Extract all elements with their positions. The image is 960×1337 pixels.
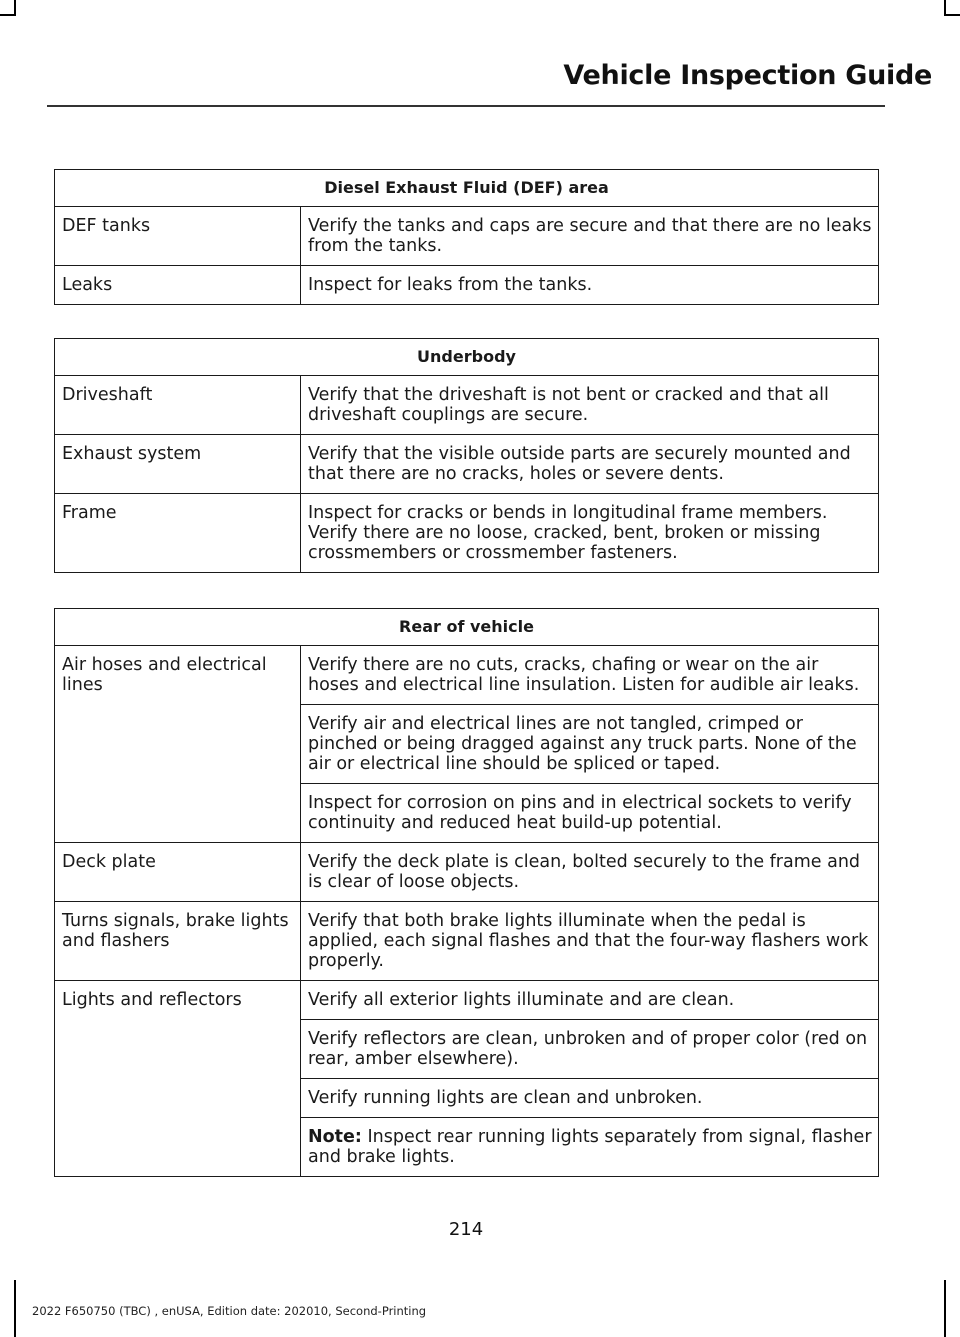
table-row [55,494,879,573]
check-cell: Verify running lights are clean and unbroken. [301,1079,879,1118]
check-cell: Inspect for cracks or bends in longitudinal frame members. Verify there are no loose, cracked, bent, broken or missing crossmembers or crossmember fasteners. [301,494,879,573]
check-cell: Verify there are no cuts, cracks, chafing or wear on the air hoses and electrical line insulation. Listen for audible air leaks. [301,646,879,705]
table-row [55,981,879,1020]
note-text: Inspect rear running lights separately from signal, flasher and brake lights. [308,1127,872,1167]
rear-of-vehicle-table [54,608,879,1177]
check-cell: Verify reflectors are clean, unbroken and of proper color (red on rear, amber elsewhere). [301,1020,879,1079]
check-cell: Verify that the visible outside parts are securely mounted and that there are no cracks, holes or severe dents. [301,435,879,494]
check-cell: Verify the tanks and caps are secure and that there are no leaks from the tanks. [301,207,879,266]
item-cell: Deck plate [55,843,301,902]
check-cell: Verify all exterior lights illuminate and are clean. [301,981,879,1020]
item-cell: Lights and reflectors [55,981,301,1177]
check-cell: Verify that both brake lights illuminate when the pedal is applied, each signal flashes and that the four-way flashers work properly. [301,902,879,981]
note-label: Note: [308,1127,362,1147]
table-heading: Rear of vehicle [55,609,879,646]
header-divider [47,105,885,107]
check-cell: Inspect for corrosion on pins and in electrical sockets to verify continuity and reduced heat build-up potential. [301,784,879,843]
item-cell: Turns signals, brake lights and flashers [55,902,301,981]
page-number: 214 [448,1219,484,1240]
table-row [55,207,879,266]
check-cell: Verify that the driveshaft is not bent or cracked and that all driveshaft couplings are secure. [301,376,879,435]
crop-mark-bottom-left [14,1280,16,1337]
table-row [55,266,879,305]
table-row [55,435,879,494]
table-heading: Underbody [55,339,879,376]
crop-mark-top-right-h [944,14,960,16]
footer-edition-info: 2022 F650750 (TBC) , enUSA, Edition date: 202010, Second-Printing [32,1304,427,1318]
item-cell: Exhaust system [55,435,301,494]
check-cell: Verify the deck plate is clean, bolted securely to the frame and is clear of loose objects. [301,843,879,902]
check-cell: Verify air and electrical lines are not tangled, crimped or pinched or being dragged against any truck parts. None of the air or electrical line should be spliced or taped. [301,705,879,784]
table-heading: Diesel Exhaust Fluid (DEF) area [55,170,879,207]
crop-mark-top-left-h [0,14,16,16]
item-cell: Frame [55,494,301,573]
def-area-table [54,169,879,305]
item-cell: DEF tanks [55,207,301,266]
table-row [55,646,879,705]
table-row [55,902,879,981]
item-cell: Air hoses and electrical lines [55,646,301,843]
item-cell: Driveshaft [55,376,301,435]
item-cell: Leaks [55,266,301,305]
check-cell: Inspect for leaks from the tanks. [301,266,879,305]
crop-mark-bottom-right [944,1280,946,1337]
page-title: Vehicle Inspection Guide [563,60,932,91]
table-row [55,843,879,902]
underbody-table [54,338,879,573]
table-row [55,376,879,435]
note-cell [301,1118,879,1177]
